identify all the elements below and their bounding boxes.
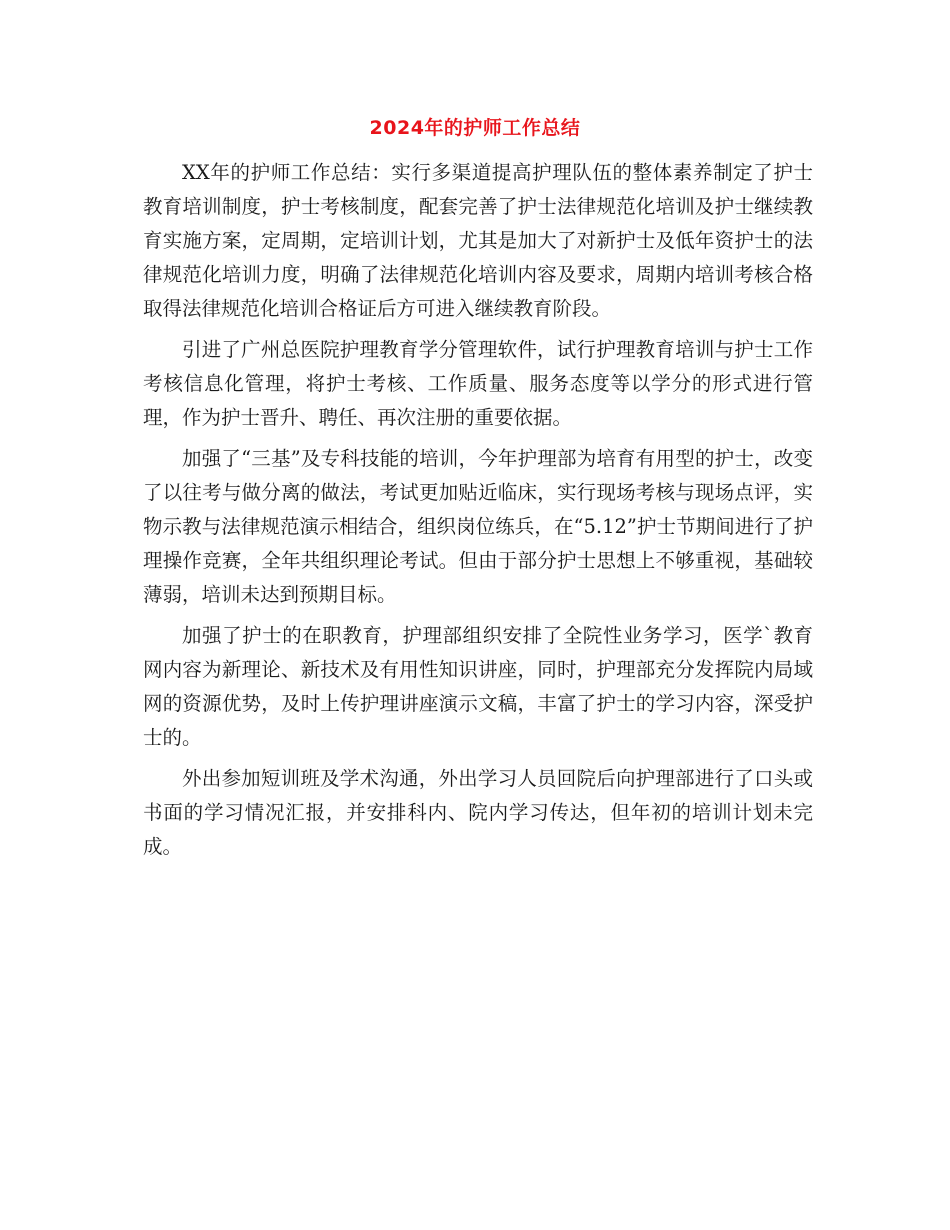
- document-body: [143, 156, 813, 871]
- paragraph-2: 引进了广州总医院护理教育学分管理软件，试行护理教育培训与护士工作考核信息化管理，将护士考核、工作质量、服务态度等以学分的形式进行管理，作为护士晋升、聘任、再次注册的重要依据。: [143, 338, 813, 429]
- paragraph-4: 加强了护士的在职教育，护理部组织安排了全院性业务学习，医学`教育网内容为新理论、新技术及有用性知识讲座，同时，护理部充分发挥院内局域网的资源优势，及时上传护理讲座演示文稿，丰富了护士的学习内容，深受护士的。: [143, 624, 813, 749]
- paragraph-5: 外出参加短训班及学术沟通，外出学习人员回院后向护理部进行了口头或书面的学习情况汇报，并安排科内、院内学习传达，但年初的培训计划未完成。: [143, 767, 813, 858]
- paragraph-1: XX年的护师工作总结：实行多渠道提高护理队伍的整体素养制定了护士教育培训制度，护士考核制度，配套完善了护士法律规范化培训及护士继续教育实施方案，定周期，定培训计划，尤其是加大了对新护士及低年资护士的法律规范化培训力度，明确了法律规范化培训内容及要求，周期内培训考核合格取得法律规范化培训合格证后方可进入继续教育阶段。: [143, 161, 813, 320]
- paragraph-3: 加强了“三基”及专科技能的培训，今年护理部为培育有用型的护士，改变了以往考与做分离的做法，考试更加贴近临床，实行现场考核与现场点评，实物示教与法律规范演示相结合，组织岗位练兵，在“5.12”护士节期间进行了护理操作竞赛，全年共组织理论考试。但由于部分护士思想上不够重视，基础较薄弱，培训未达到预期目标。: [143, 447, 813, 606]
- document-title: 2024年的护师工作总结: [369, 117, 581, 139]
